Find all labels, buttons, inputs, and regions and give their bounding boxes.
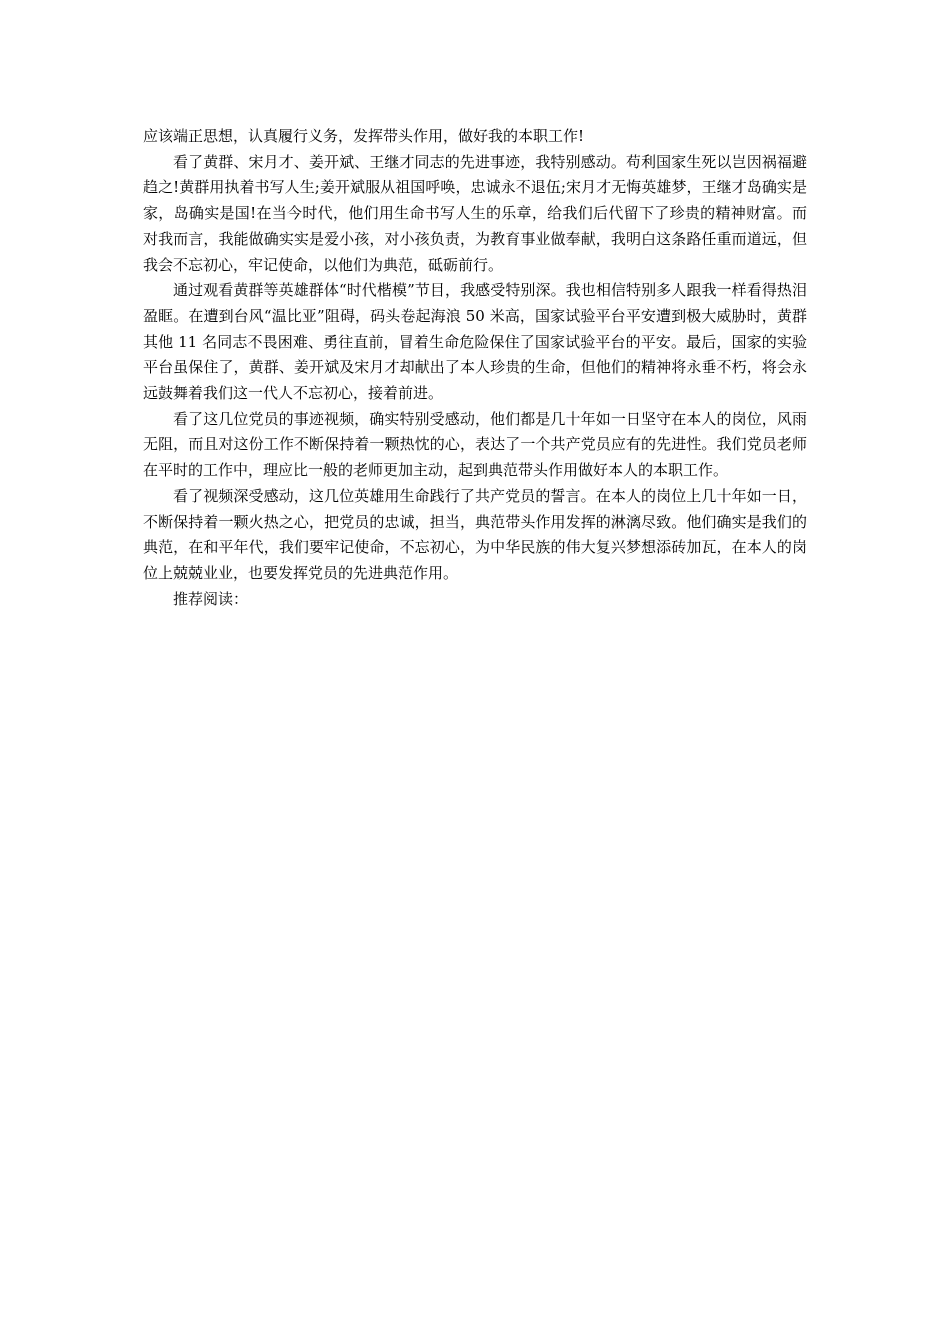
- paragraph-continuation: 应该端正思想，认真履行义务，发挥带头作用，做好我的本职工作!: [143, 127, 585, 145]
- paragraph-oath: 看了视频深受感动，这几位英雄用生命践行了共产党员的誓言。在本人的岗位上几十年如一日，不断保持着一颗火热之心，把党员的忠诚，担当，典范带头作用发挥的淋漓尽致。他们确实是我们的典范，在和平年代，我们要牢记使命，不忘初心，为中华民族的伟大复兴梦想添砖加瓦，在本人的岗位上兢兢业业，也要发挥党员的先进典范作用。: [143, 486, 807, 582]
- paragraph-heroes-deeds: 看了黄群、宋月才、姜开斌、王继才同志的先进事迹，我特别感动。苟利国家生死以岂因祸福避趋之!黄群用执着书写人生;姜开斌服从祖国呼唤，忠诚永不退伍;宋月才无悔英雄梦，王继才岛确实是家，岛确实是国!在当今时代，他们用生命书写人生的乐章，给我们后代留下了珍贵的精神财富。而对我而言，我能做确实实是爱小孩，对小孩负责，为教育事业做奉献，我明白这条路任重而道远，但我会不忘初心，牢记使命，以他们为典范，砥砺前行。: [143, 152, 807, 274]
- paragraph-time-model-program: 通过观看黄群等英雄群体“时代楷模”节目，我感受特别深。我也相信特别多人跟我一样看得热泪盈眶。在遭到台风“温比亚”阻碍，码头卷起海浪 50 米高，国家试验平台平安遭到极大威胁时，黄群其他 11 名同志不畏困难、勇往直前，冒着生命危险保住了国家试验平台的平安。最后，国家的实验平台虽保住了，黄群、姜开斌及宋月才却献出了本人珍贵的生命，但他们的精神将永垂不朽，将会永远鼓舞着我们这一代人不忘初心，接着前进。: [143, 281, 807, 403]
- recommended-reading-label: 推荐阅读：: [173, 589, 249, 608]
- document-body: [143, 124, 807, 612]
- paragraph-party-member-videos: 看了这几位党员的事迹视频，确实特别受感动，他们都是几十年如一日坚守在本人的岗位，风雨无阻，而且对这份工作不断保持着一颗热忱的心，表达了一个共产党员应有的先进性。我们党员老师在平时的工作中，理应比一般的老师更加主动，起到典范带头作用做好本人的本职工作。: [143, 409, 807, 480]
